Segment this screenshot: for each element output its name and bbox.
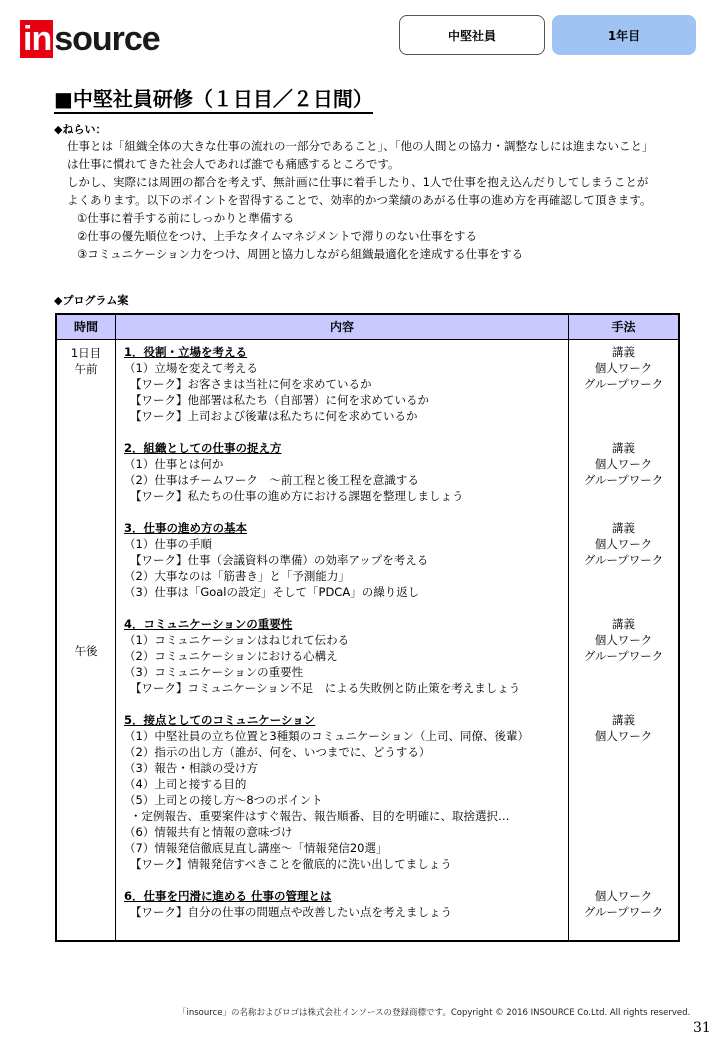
program-line: （2）コミュニケーションにおける心構え bbox=[124, 649, 338, 663]
header-method: 手法 bbox=[569, 314, 680, 340]
time-am: 午前 bbox=[74, 362, 98, 376]
program-line: 【ワーク】自分の仕事の問題点や改善したい点を考えましょう bbox=[130, 905, 452, 919]
year-tag: 1年目 bbox=[552, 15, 696, 55]
method-item: 講義 bbox=[612, 345, 635, 359]
program-line: 【ワーク】情報発信すべきことを徹底的に洗い出してましょう bbox=[130, 857, 452, 871]
program-line: （1）立場を変えて考える bbox=[124, 361, 258, 375]
logo-source: source bbox=[54, 20, 160, 58]
program-line: （2）大事なのは「筋書き」と「予測能力」 bbox=[124, 569, 350, 583]
program-line: （3）報告・相談の受け方 bbox=[124, 761, 258, 775]
program-line: 【ワーク】私たちの仕事の進め方における課題を整理しましょう bbox=[130, 489, 464, 503]
aim-point: ①仕事に着手する前にしっかりと準備する bbox=[77, 211, 295, 225]
page-title: ■中堅社員研修（１日目／２日間） bbox=[54, 86, 373, 114]
header-content: 内容 bbox=[116, 314, 569, 340]
aim-line: 仕事とは「組織全体の大きな仕事の流れの一部分であること」、「他の人間との協力・調整なしには進まないこと」は仕事に慣れてきた社会人であれば誰でも痛感するところです。 bbox=[67, 139, 654, 171]
method-block bbox=[569, 440, 678, 504]
program-line: （6）情報共有と情報の意味づけ bbox=[124, 825, 293, 839]
method-block bbox=[569, 520, 678, 600]
program-line: （1）仕事の手順 bbox=[124, 537, 212, 551]
method-block bbox=[569, 888, 678, 920]
header-time: 時間 bbox=[56, 314, 116, 340]
method-item: 講義 bbox=[612, 713, 635, 727]
program-line: 【ワーク】他部署は私たち（自部署）に何を求めているか bbox=[130, 393, 429, 407]
method-item: 個人ワーク bbox=[594, 537, 653, 551]
program-block bbox=[124, 712, 568, 872]
method-item: 講義 bbox=[612, 617, 635, 631]
program-block bbox=[124, 440, 568, 504]
copyright-footer: 「insource」の名称およびロゴは株式会社インソースの登録商標です。Copyright © 2016 INSOURCE Co.Ltd. All rights reserved. bbox=[178, 1008, 691, 1018]
program-heading: ◆プログラム案 bbox=[54, 294, 129, 307]
program-block-title: 6．仕事を円滑に進める 仕事の管理とは bbox=[124, 889, 332, 903]
time-cell bbox=[56, 340, 116, 942]
program-line: 【ワーク】コミュニケーション不足 による失敗例と防止策を考えましょう bbox=[130, 681, 521, 695]
aim-line: しかし、実際には周囲の都合を考えず、無計画に仕事に着手したり、1人で仕事を抱え込んだりしてしまうことがよくあります。以下のポイントを習得することで、効率的かつ業績のあがる仕事の進め方を再確認して頂きます。 bbox=[67, 175, 652, 207]
method-item: 個人ワーク bbox=[594, 729, 653, 743]
program-line: （3）仕事は「Goalの設定」そして「PDCA」の繰り返し bbox=[124, 585, 420, 599]
method-item: グループワーク bbox=[583, 905, 664, 919]
method-block bbox=[569, 344, 678, 424]
method-cell bbox=[569, 340, 680, 942]
program-block-title: 3．仕事の進め方の基本 bbox=[124, 521, 248, 535]
level-tag: 中堅社員 bbox=[399, 15, 545, 55]
program-line: 【ワーク】仕事（会議資料の準備）の効率アップを考える bbox=[130, 553, 429, 567]
program-line: 【ワーク】上司および後輩は私たちに何を求めているか bbox=[130, 409, 418, 423]
method-block bbox=[569, 712, 678, 872]
aim-point: ②仕事の優先順位をつけ、上手なタイムマネジメントで滞りのない仕事をする bbox=[77, 229, 478, 243]
program-line: （5）上司との接し方～8つのポイント bbox=[124, 793, 323, 807]
time-day: 1日目 bbox=[70, 346, 102, 360]
program-line: ・定例報告、重要案件はすぐ報告、報告順番、目的を明確に、取捨選択… bbox=[130, 809, 510, 823]
program-line: （1）コミュニケーションはねじれて伝わる bbox=[124, 633, 350, 647]
aim-heading: ◆ねらい： bbox=[54, 123, 107, 136]
program-block-title: 5．接点としてのコミュニケーション bbox=[124, 713, 316, 727]
program-table bbox=[55, 313, 680, 942]
time-pm: 午後 bbox=[74, 644, 98, 658]
content-cell bbox=[116, 340, 569, 942]
method-item: 講義 bbox=[612, 441, 635, 455]
method-item: 個人ワーク bbox=[594, 633, 653, 647]
program-line: （1）仕事とは何か bbox=[124, 457, 224, 471]
program-line: （3）コミュニケーションの重要性 bbox=[124, 665, 304, 679]
method-item: 個人ワーク bbox=[594, 889, 653, 903]
method-item: 講義 bbox=[612, 521, 635, 535]
method-item: 個人ワーク bbox=[594, 457, 653, 471]
method-item: グループワーク bbox=[583, 649, 664, 663]
method-item: グループワーク bbox=[583, 377, 664, 391]
program-line: （1）中堅社員の立ち位置と3種類のコミュニケーション（上司、同僚、後輩） bbox=[124, 729, 529, 743]
program-block-title: 1．役割・立場を考える bbox=[124, 345, 248, 359]
program-line: （2）仕事はチームワーク ～前工程と後工程を意識する bbox=[124, 473, 419, 487]
method-item: グループワーク bbox=[583, 553, 664, 567]
program-block-title: 2．組織としての仕事の捉え方 bbox=[124, 441, 282, 455]
method-block bbox=[569, 616, 678, 696]
program-line: （7）情報発信徹底見直し講座～「情報発信20選」 bbox=[124, 841, 388, 855]
program-line: 【ワーク】お客さまは当社に何を求めているか bbox=[130, 377, 372, 391]
aim-text bbox=[67, 137, 657, 263]
program-line: （4）上司と接する目的 bbox=[124, 777, 247, 791]
program-block bbox=[124, 344, 568, 424]
company-logo bbox=[20, 20, 160, 58]
program-line: （2）指示の出し方（誰が、何を、いつまでに、どうする） bbox=[124, 745, 431, 759]
method-item: 個人ワーク bbox=[594, 361, 653, 375]
program-block-title: 4．コミュニケーションの重要性 bbox=[124, 617, 293, 631]
method-item: グループワーク bbox=[583, 473, 664, 487]
program-block bbox=[124, 520, 568, 600]
logo-in: in bbox=[20, 20, 53, 58]
page-number: 31 bbox=[693, 1020, 711, 1036]
program-block bbox=[124, 616, 568, 696]
aim-point: ③コミュニケーション力をつけ、周囲と協力しながら組織最適化を達成する仕事をする bbox=[77, 247, 524, 261]
program-block bbox=[124, 888, 568, 920]
